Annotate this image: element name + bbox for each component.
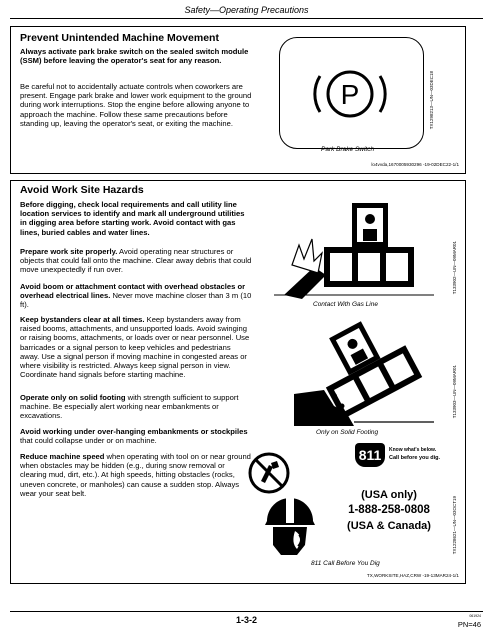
- 811-tagline-2: Call before you dig.: [389, 455, 441, 461]
- 811-tagline-1: Know what's below.: [389, 447, 437, 453]
- paragraph-solid-footing: Operate only on solid footing with strength sufficient to support machine. Be especially alert working near embankments or excavations.: [20, 393, 239, 421]
- paragraph-bystanders: Keep bystanders clear at all times. Keep bystanders away from raised booms, attachments, and unsupported loads. Avoid swinging or raising booms, attachments, or loads over or near personnel. Use barricades or a signal person to keep vehicles and pedestrians away. Use a signal person if moving machine in congested areas or where visibility is restricted. Always keep signal person in view. Coordinate hand signals before starting machine.: [20, 315, 250, 380]
- gas-line-illustration: [274, 195, 434, 300]
- section-lead: Always activate park brake switch on the sealed switch module (SSM) before leaving the operator's seat for any reason.: [20, 47, 249, 66]
- footer-code: 061924: [469, 614, 481, 618]
- figure-code-811: TX1228621—UN—03OCT19: [452, 496, 457, 555]
- section-body: Be careful not to accidentally actuate controls when coworkers are present. Engage park brake and lower work equipment to the ground during work interruptions. Stop the engine before allowing anyone to approach the machine. Follow these same precautions before standing up, leaving the operator's seat, or exiting the machine.: [20, 82, 252, 128]
- paragraph-overhead-obstacles: Avoid boom or attachment contact with overhead obstacles or overhead electrical lines. Never move machine closer than 3 m (10 ft).: [20, 282, 252, 310]
- solid-footing-illustration: [294, 314, 434, 426]
- worker-hardhat-icon: [261, 495, 319, 557]
- paragraph-prepare-site: Prepare work site properly. Avoid operating near structures or objects that could fall onto the machine. Clear away debris that could move unexpectedly if run over.: [20, 247, 252, 275]
- figure-caption: Park Brake Switch: [321, 146, 375, 153]
- pn-label: PN=46: [457, 620, 481, 629]
- page-header-title: Safety—Operating Precautions: [184, 5, 309, 15]
- page-number: 1-3-2: [235, 615, 257, 625]
- no-digging-icon: [247, 451, 291, 495]
- section-title: Avoid Work Site Hazards: [20, 184, 144, 196]
- figure-code: TX1298213—UN—03DEC18: [429, 71, 434, 130]
- section-title: Prevent Unintended Machine Movement: [20, 32, 219, 44]
- footer-rule: [10, 611, 483, 612]
- section-ref: TX,WORKSITE,HAZ,CRW -19-13MAR24-1/1: [366, 573, 459, 578]
- usa-only-label: (USA only): [361, 489, 417, 501]
- figure-code-gas-line: T133902—UN—09MAR01: [452, 241, 457, 295]
- figure-caption-solid-footing: Only on Solid Footing: [316, 429, 379, 436]
- usa-canada-label: (USA & Canada): [347, 520, 431, 532]
- paragraph-overhanging-embankments: Avoid working under over-hanging embankments or stockpiles that could collapse under or on machine.: [20, 427, 248, 446]
- header-rule: [10, 18, 483, 19]
- park-brake-figure: [279, 37, 424, 149]
- figure-caption-811: 811 Call Before You Dig: [311, 560, 380, 567]
- park-brake-icon: [304, 48, 396, 140]
- call-811-figure: [247, 443, 447, 559]
- section-prevent-unintended-movement: [10, 26, 466, 174]
- 811-badge: 811: [355, 443, 385, 467]
- section-avoid-work-site-hazards: [10, 180, 466, 584]
- section-ref: lo4vvda,1670005930296 -19-02DEC22-1/1: [371, 162, 459, 167]
- figure-caption-gas-line: Contact With Gas Line: [313, 301, 378, 308]
- paragraph-reduce-speed: Reduce machine speed when operating with tool on or near ground when obstacles may be hidden (e.g., during snow removal or clearing mud, dirt, etc.). At high speeds, hitting obstacles (rocks, uneven concrete, or manholes) can cause a sudden stop. Always wear your seat belt.: [20, 452, 251, 498]
- phone-number: 1-888-258-0808: [348, 504, 430, 516]
- section-lead: Before digging, check local requirements and call utility line location services to identify and mark all underground utilities in digging area before starting work. Avoid contact with gas lines, buried cables and water lines.: [20, 200, 245, 237]
- park-brake-symbol: P: [340, 79, 360, 110]
- figure-code-solid-footing: T133903—UN—09MAR01: [452, 365, 457, 419]
